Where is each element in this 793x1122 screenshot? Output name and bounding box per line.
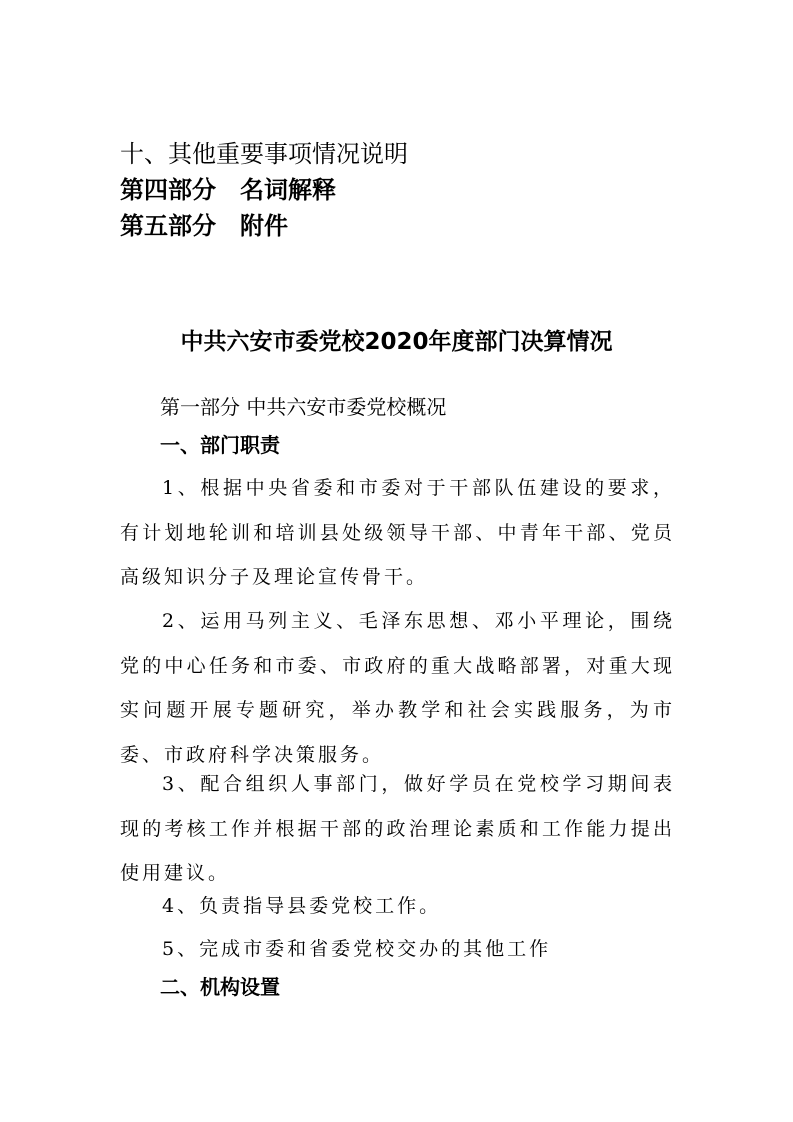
document-title: 中共六安市委党校2020年度部门决算情况 [180, 329, 613, 355]
duty-paragraph-4: 4、负责指导县委党校工作。 [162, 895, 442, 917]
part-1-heading: 第一部分 中共六安市委党校概况 [160, 395, 447, 419]
duty-paragraph-1: 1、根据中央省委和市委对于干部队伍建设的要求，有计划地轮训和培训县处级领导干部、中青年干部、党员高级知识分子及理论宣传骨干。 [120, 477, 675, 588]
duty-paragraph-3: 3、配合组织人事部门，做好学员在党校学习期间表现的考核工作并根据干部的政治理论素质和工作能力提出使用建议。 [120, 773, 675, 884]
duty-paragraph-5: 5、完成市委和省委党校交办的其他工作 [162, 938, 552, 960]
section-2-heading: 二、机构设置 [160, 975, 280, 999]
duty-paragraph-2: 2、运用马列主义、毛泽东思想、邓小平理论，围绕党的中心任务和市委、市政府的重大战略部署，对重大现实问题开展专题研究，举办教学和社会实践服务，为市委、市政府科学决策服务。 [120, 610, 675, 766]
toc-item-other-important-matters: 十、其他重要事项情况说明 [120, 140, 408, 168]
toc-part-4-glossary: 第四部分 名词解释 [120, 176, 336, 204]
toc-part-5-appendix: 第五部分 附件 [120, 212, 288, 240]
section-1-heading: 一、部门职责 [160, 433, 280, 457]
